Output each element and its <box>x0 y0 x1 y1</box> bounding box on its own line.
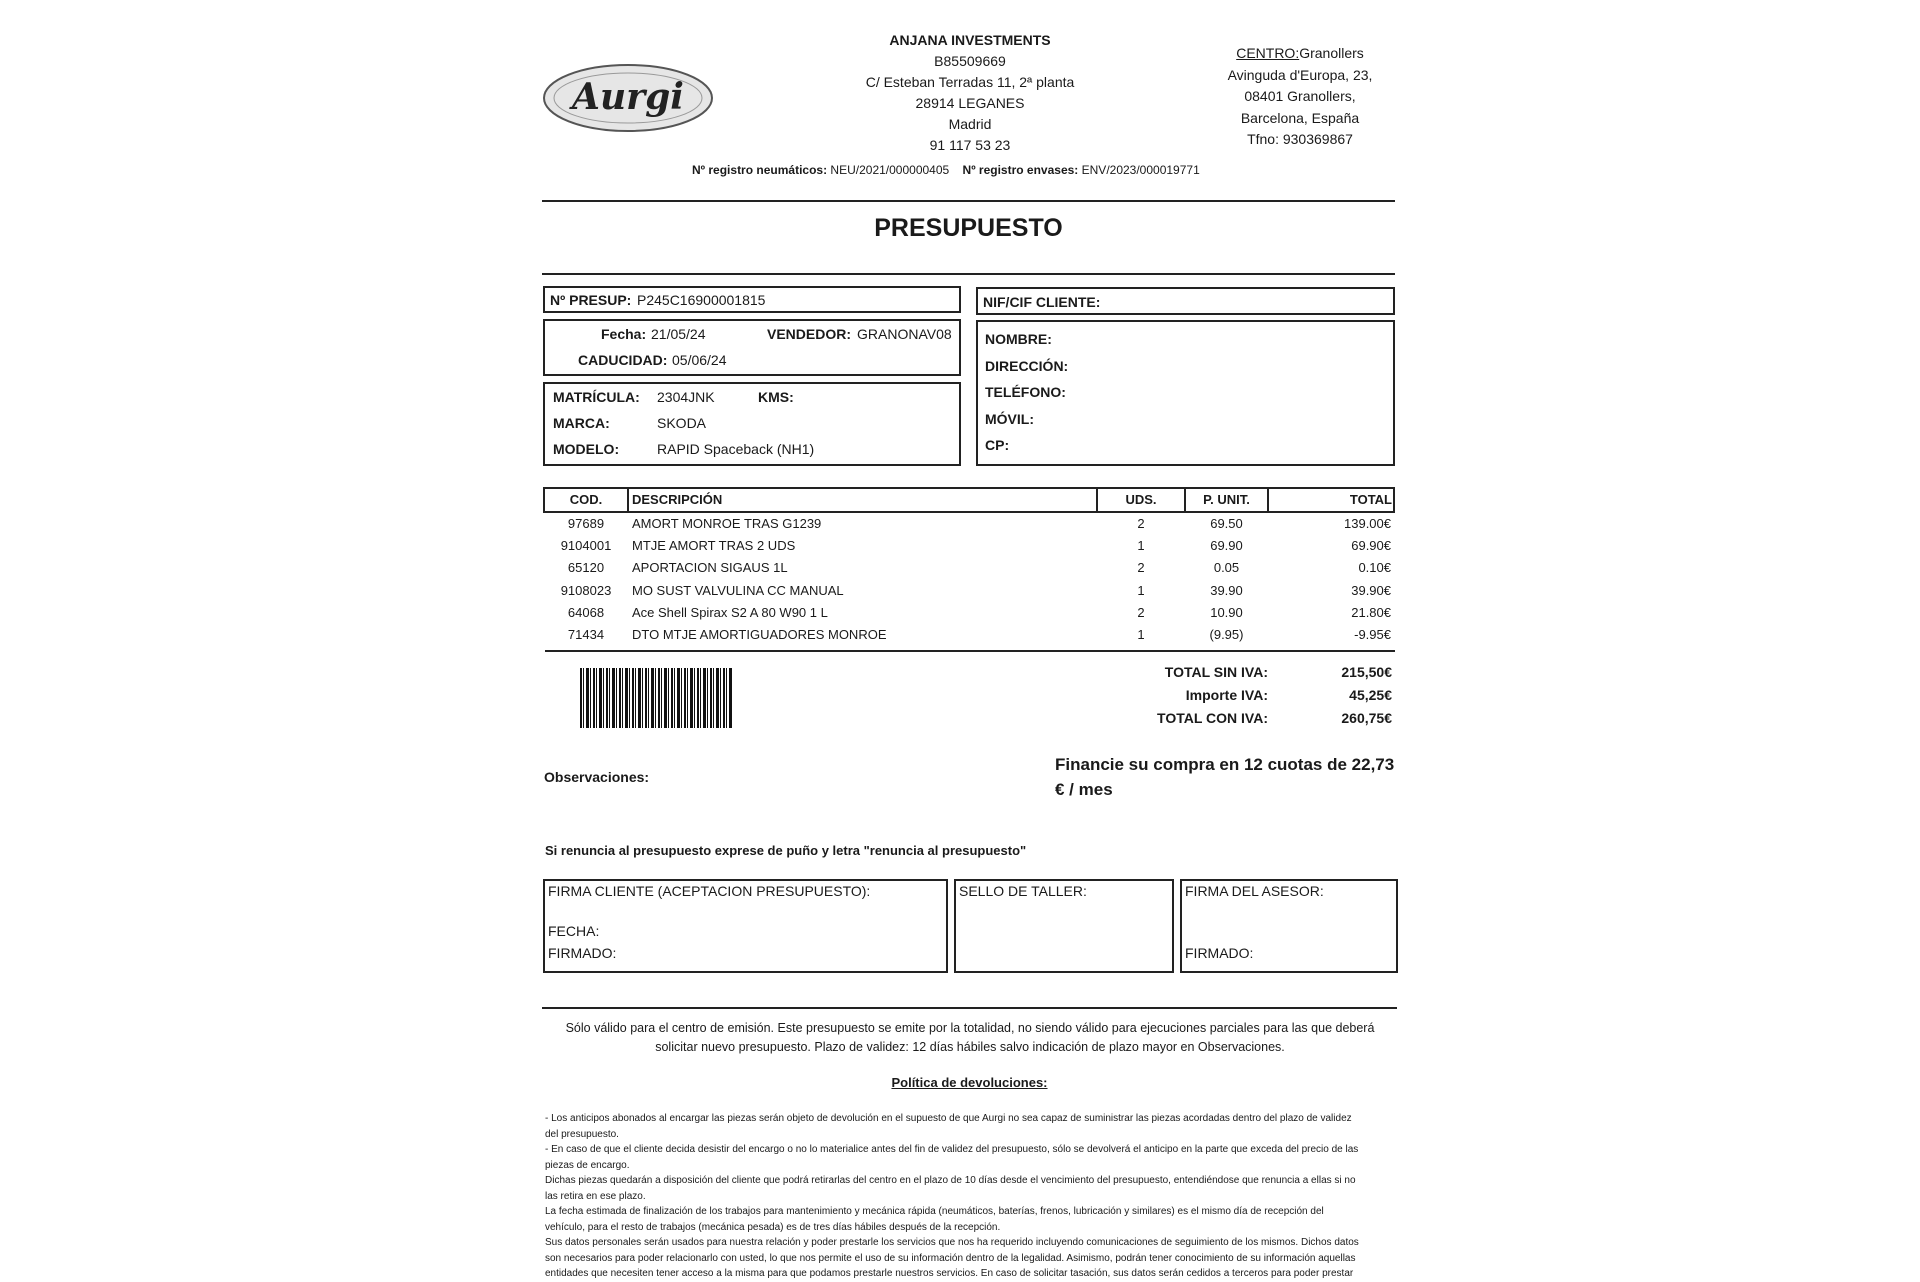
cell-p-unit: 69.50 <box>1210 516 1243 531</box>
legal-line: son necesarios para poder relacionarlo con usted, lo que nos permite el uso de su información dentro de la legalidad. Asimismo, podrán tener conocimiento de su información aquellas <box>545 1252 1356 1264</box>
legal-line: las retira en ese plazo. <box>545 1190 646 1202</box>
cell-uds: 2 <box>1137 516 1145 531</box>
cell-total: 39.90€ <box>1351 583 1391 598</box>
cell-cod: 97689 <box>567 516 605 531</box>
renuncia-note: Si renuncia al presupuesto exprese de puño y letra "renuncia al presupuesto" <box>545 843 1027 858</box>
cell-uds: 2 <box>1137 560 1145 575</box>
company-info <box>780 30 1160 156</box>
cell-descripcion: APORTACION SIGAUS 1L <box>632 560 788 575</box>
company-name: ANJANA INVESTMENTS <box>889 32 1051 48</box>
cell-uds: 1 <box>1137 627 1145 642</box>
legal-line: La fecha estimada de finalización de los trabajos para mantenimiento y mecánica rápida (neumáticos, baterías, frenos, lubricación y similares) es el mismo día de recepción del <box>545 1206 1324 1217</box>
company-phone: 91 117 53 23 <box>929 137 1011 153</box>
col-total: TOTAL <box>1349 492 1392 507</box>
importe-iva-value: 45,25€ <box>1349 687 1392 703</box>
divider <box>542 1007 1397 1009</box>
divider <box>542 200 1395 202</box>
cp-label: CP: <box>985 437 1010 453</box>
modelo-label: MODELO: <box>553 441 620 457</box>
cell-descripcion: DTO MTJE AMORTIGUADORES MONROE <box>632 627 887 642</box>
centro-info <box>1200 43 1400 151</box>
col-p-unit: P. UNIT. <box>1203 492 1250 507</box>
workshop-stamp-title: SELLO DE TALLER: <box>959 883 1087 899</box>
centro-city: 08401 Granollers, <box>1244 88 1356 104</box>
workshop-stamp-box <box>954 879 1174 973</box>
company-province: Madrid <box>948 116 992 132</box>
table-row <box>545 627 1395 649</box>
cell-cod: 9108023 <box>560 583 612 598</box>
column-divider <box>627 487 629 513</box>
col-descripcion: DESCRIPCIÓN <box>632 492 723 507</box>
table-row <box>545 605 1395 627</box>
aurgi-logo <box>542 62 714 134</box>
table-row <box>545 583 1395 605</box>
reg-neu-label: Nº registro neumáticos: <box>692 163 828 177</box>
centro-address: Avinguda d'Europa, 23, <box>1227 66 1373 83</box>
table-row <box>545 560 1395 582</box>
centro-phone: Tfno: 930369867 <box>1247 131 1353 147</box>
cell-cod: 64068 <box>567 605 605 620</box>
logo-text: Aurgi <box>572 76 684 118</box>
cell-total: 21.80€ <box>1351 605 1391 620</box>
cell-descripcion: AMORT MONROE TRAS G1239 <box>632 516 822 531</box>
financing-line-1: Financie su compra en 12 cuotas de 22,73 <box>1055 755 1395 774</box>
validity-line-1: Sólo válido para el centro de emisión. Este presupuesto se emite por la totalidad, no siendo válido para ejecuciones parciales para las que deberá <box>565 1021 1375 1035</box>
column-divider <box>1267 487 1269 513</box>
observaciones-label: Observaciones: <box>544 769 650 785</box>
cell-total: 139.00€ <box>1344 516 1391 531</box>
caducidad-value: 05/06/24 <box>672 352 727 368</box>
presup-number-label: Nº PRESUP: <box>550 292 632 308</box>
matricula-value: 2304JNK <box>657 389 715 405</box>
cell-uds: 1 <box>1137 583 1145 598</box>
company-address: C/ Esteban Terradas 11, 2ª planta <box>865 74 1075 90</box>
fecha-value: 21/05/24 <box>651 326 706 342</box>
modelo-value: RAPID Spaceback (NH1) <box>657 441 815 457</box>
nif-label: NIF/CIF CLIENTE: <box>983 294 1101 310</box>
advisor-signature-box <box>1180 879 1398 973</box>
client-fecha-label: FECHA: <box>548 923 600 939</box>
financing-line-2: € / mes <box>1055 780 1113 799</box>
legal-line: - En caso de que el cliente decida desistir del encargo o no lo materialice antes del fin de validez del presupuesto, sólo se devolverá el anticipo en la parte que exceda del precio de las <box>545 1144 1359 1155</box>
total-con-iva-value: 260,75€ <box>1341 710 1392 726</box>
centro-region: Barcelona, España <box>1240 109 1360 126</box>
reg-env-value: ENV/2023/000019771 <box>1081 163 1200 177</box>
vendedor-value: GRANONAV08 <box>857 326 952 342</box>
client-nif-box <box>976 287 1395 315</box>
legal-line: piezas de encargo. <box>545 1159 630 1171</box>
total-sin-iva-value: 215,50€ <box>1341 664 1392 680</box>
legal-text <box>545 1111 1390 1282</box>
col-uds: UDS. <box>1125 492 1157 507</box>
cell-cod: 9104001 <box>560 538 612 553</box>
legal-line: vehículo, para el resto de trabajos (mecánica pesada) es de tres días hábiles después de la recepción. <box>545 1221 1001 1233</box>
barcode <box>580 668 732 728</box>
cell-total: -9.95€ <box>1354 627 1391 642</box>
cell-descripcion: MO SUST VALVULINA CC MANUAL <box>632 583 844 598</box>
legal-line: Dichas piezas quedarán a disposición del cliente que podrá retirarlas del centro en el plazo de 10 días desde el vencimiento del presupuesto, entendiéndose que renuncia a ellas si no <box>545 1175 1356 1186</box>
direccion-label: DIRECCIÓN: <box>985 358 1069 374</box>
table-row <box>545 538 1395 560</box>
presup-number-box <box>543 286 961 313</box>
doc-title: PRESUPUESTO <box>874 214 1063 242</box>
divider <box>542 273 1395 275</box>
legal-line: - Los anticipos abonados al encargar las piezas serán objeto de devolución en el supuesto de que Aurgi no sea capaz de suministrar las piezas acordadas dentro del plazo de validez <box>545 1113 1352 1124</box>
movil-label: MÓVIL: <box>985 411 1034 427</box>
cell-descripcion: MTJE AMORT TRAS 2 UDS <box>632 538 796 553</box>
centro-name: Granollers <box>1299 45 1364 61</box>
cell-cod: 65120 <box>567 560 605 575</box>
cell-cod: 71434 <box>567 627 605 642</box>
registry-line <box>692 163 1292 177</box>
cell-p-unit: 39.90 <box>1210 583 1243 598</box>
validity-line-2: solicitar nuevo presupuesto. Plazo de validez: 12 días hábiles salvo indicación de plazo mayor en Observaciones. <box>655 1040 1285 1054</box>
vendedor-label: VENDEDOR: <box>767 326 852 342</box>
cell-descripcion: Ace Shell Spirax S2 A 80 W90 1 L <box>632 605 828 620</box>
financing-note <box>1055 752 1400 802</box>
client-data-box <box>976 320 1395 466</box>
advisor-signature-title: FIRMA DEL ASESOR: <box>1185 883 1324 899</box>
total-con-iva-label: TOTAL CON IVA: <box>1157 710 1268 726</box>
presup-dates-box <box>543 319 961 376</box>
client-signature-title: FIRMA CLIENTE (ACEPTACION PRESUPUESTO): <box>548 883 871 899</box>
company-city: 28914 LEGANES <box>915 95 1025 111</box>
fecha-label: Fecha: <box>601 326 647 342</box>
col-cod: COD. <box>569 492 603 507</box>
centro-label: CENTRO: <box>1236 45 1300 61</box>
reg-env-label: Nº registro envases: <box>962 163 1079 177</box>
caducidad-label: CADUCIDAD: <box>578 352 668 368</box>
cell-p-unit: 10.90 <box>1210 605 1243 620</box>
cell-p-unit: 0.05 <box>1213 560 1240 575</box>
client-firmado-label: FIRMADO: <box>548 945 617 961</box>
presup-number-value: P245C16900001815 <box>637 292 766 308</box>
marca-label: MARCA: <box>553 415 610 431</box>
legal-line: entidades que necesiten tener acceso a la misma para que podamos prestarle nuestros servicios. En caso de solicitar tasación, sus datos serán cedidos a terceros para poder prestar <box>545 1268 1354 1279</box>
validity-note <box>500 1019 1440 1057</box>
telefono-label: TELÉFONO: <box>985 384 1066 400</box>
importe-iva-label: Importe IVA: <box>1185 687 1268 703</box>
nombre-label: NOMBRE: <box>985 331 1052 347</box>
cell-uds: 2 <box>1137 605 1145 620</box>
kms-label: KMS: <box>758 389 794 405</box>
returns-policy-title: Política de devoluciones: <box>891 1075 1048 1090</box>
total-sin-iva-label: TOTAL SIN IVA: <box>1164 664 1268 680</box>
cell-total: 69.90€ <box>1351 538 1391 553</box>
legal-line: Sus datos personales serán usados para nuestra relación y poder prestarle los servicios que nos ha requerido incluyendo comunicaciones de seguimiento de los mismos. Dichos datos <box>545 1237 1359 1248</box>
client-signature-box <box>543 879 948 973</box>
advisor-firmado-label: FIRMADO: <box>1185 945 1254 961</box>
company-cif: B85509669 <box>934 53 1006 69</box>
cell-total: 0.10€ <box>1358 560 1391 575</box>
cell-p-unit: (9.95) <box>1209 627 1244 642</box>
table-row <box>545 516 1395 538</box>
legal-line: del presupuesto. <box>545 1128 619 1140</box>
vehicle-box <box>543 382 961 466</box>
reg-neu-value: NEU/2021/000000405 <box>830 163 950 177</box>
cell-uds: 1 <box>1137 538 1145 553</box>
marca-value: SKODA <box>657 415 707 431</box>
matricula-label: MATRÍCULA: <box>553 389 640 405</box>
table-bottom-line <box>545 650 1395 652</box>
cell-p-unit: 69.90 <box>1210 538 1243 553</box>
